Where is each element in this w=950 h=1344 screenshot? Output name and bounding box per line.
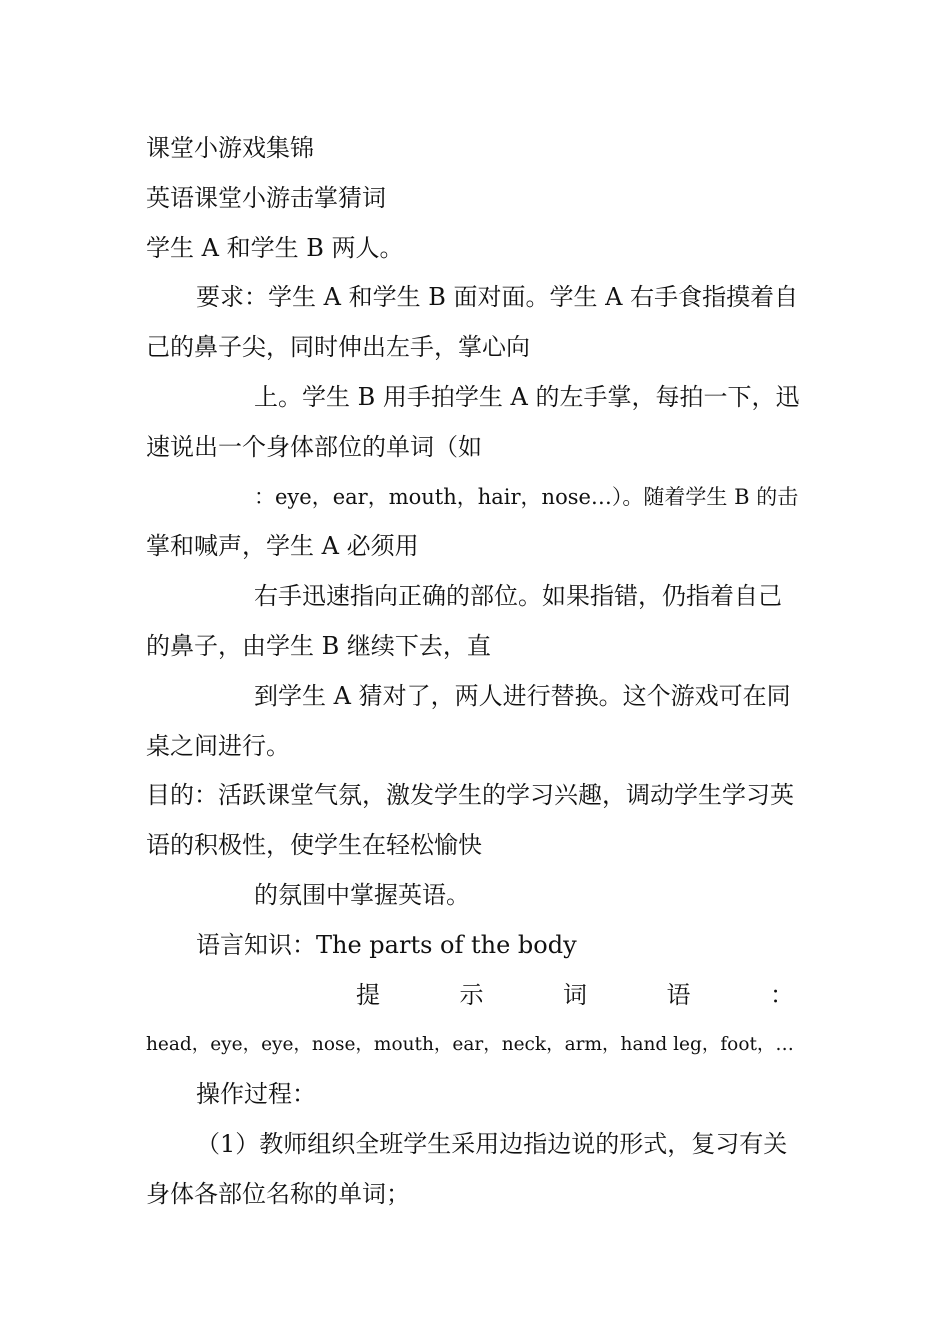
hint-char: ：	[770, 980, 794, 1009]
procedure-step: （1）教师组织全班学生采用边指边说的形式，复习有关	[196, 1129, 788, 1158]
document-title: 课堂小游戏集锦	[146, 134, 314, 162]
hint-char: 词	[563, 980, 587, 1009]
document-body	[146, 124, 808, 1220]
participants-line: 学生 A 和学生 B 两人。	[146, 233, 404, 262]
language-knowledge-line: 语言知识：The parts of the body	[196, 930, 577, 959]
hint-char: 示	[459, 980, 484, 1009]
purpose-line: 语的积极性，使学生在轻松愉快	[146, 831, 482, 860]
requirements-line: 桌之间进行。	[146, 731, 290, 760]
requirements-line: 的鼻子，由学生 B 继续下去，直	[146, 631, 491, 660]
procedure-heading: 操作过程：	[196, 1080, 316, 1109]
hint-char: 提	[356, 980, 380, 1009]
game-title: 英语课堂小游击掌猜词	[146, 183, 386, 212]
requirements-line: 掌和喊声，学生 A 必须用	[146, 532, 419, 561]
requirements-line: 右手迅速指向正确的部位。如果指错，仍指着自己	[254, 582, 782, 611]
requirements-line: 己的鼻子尖，同时伸出左手，掌心向	[146, 333, 530, 362]
requirements-line: 要求：学生 A 和学生 B 面对面。学生 A 右手食指摸着自	[196, 283, 799, 312]
requirements-line: 速说出一个身体部位的单词（如	[146, 432, 482, 461]
requirements-line: 到学生 A 猜对了，两人进行替换。这个游戏可在同	[254, 681, 791, 710]
procedure-step: 身体各部位名称的单词；	[146, 1179, 410, 1208]
hint-char: 语	[666, 980, 691, 1009]
requirements-line: ：eye，ear，mouth，hair，nose…）。随着学生 B 的击	[254, 484, 799, 509]
purpose-line: 的氛围中掌握英语。	[254, 880, 470, 909]
hint-words-heading	[146, 971, 808, 1021]
purpose-line: 目的：活跃课堂气氛，激发学生的学习兴趣，调动学生学习英	[146, 781, 794, 810]
hint-words-list: head，eye，eye，nose，mouth，ear，neck，arm，hand leg，foot，…	[146, 1034, 794, 1056]
requirements-line: 上。学生 B 用手拍学生 A 的左手掌，每拍一下，迅	[254, 382, 800, 411]
